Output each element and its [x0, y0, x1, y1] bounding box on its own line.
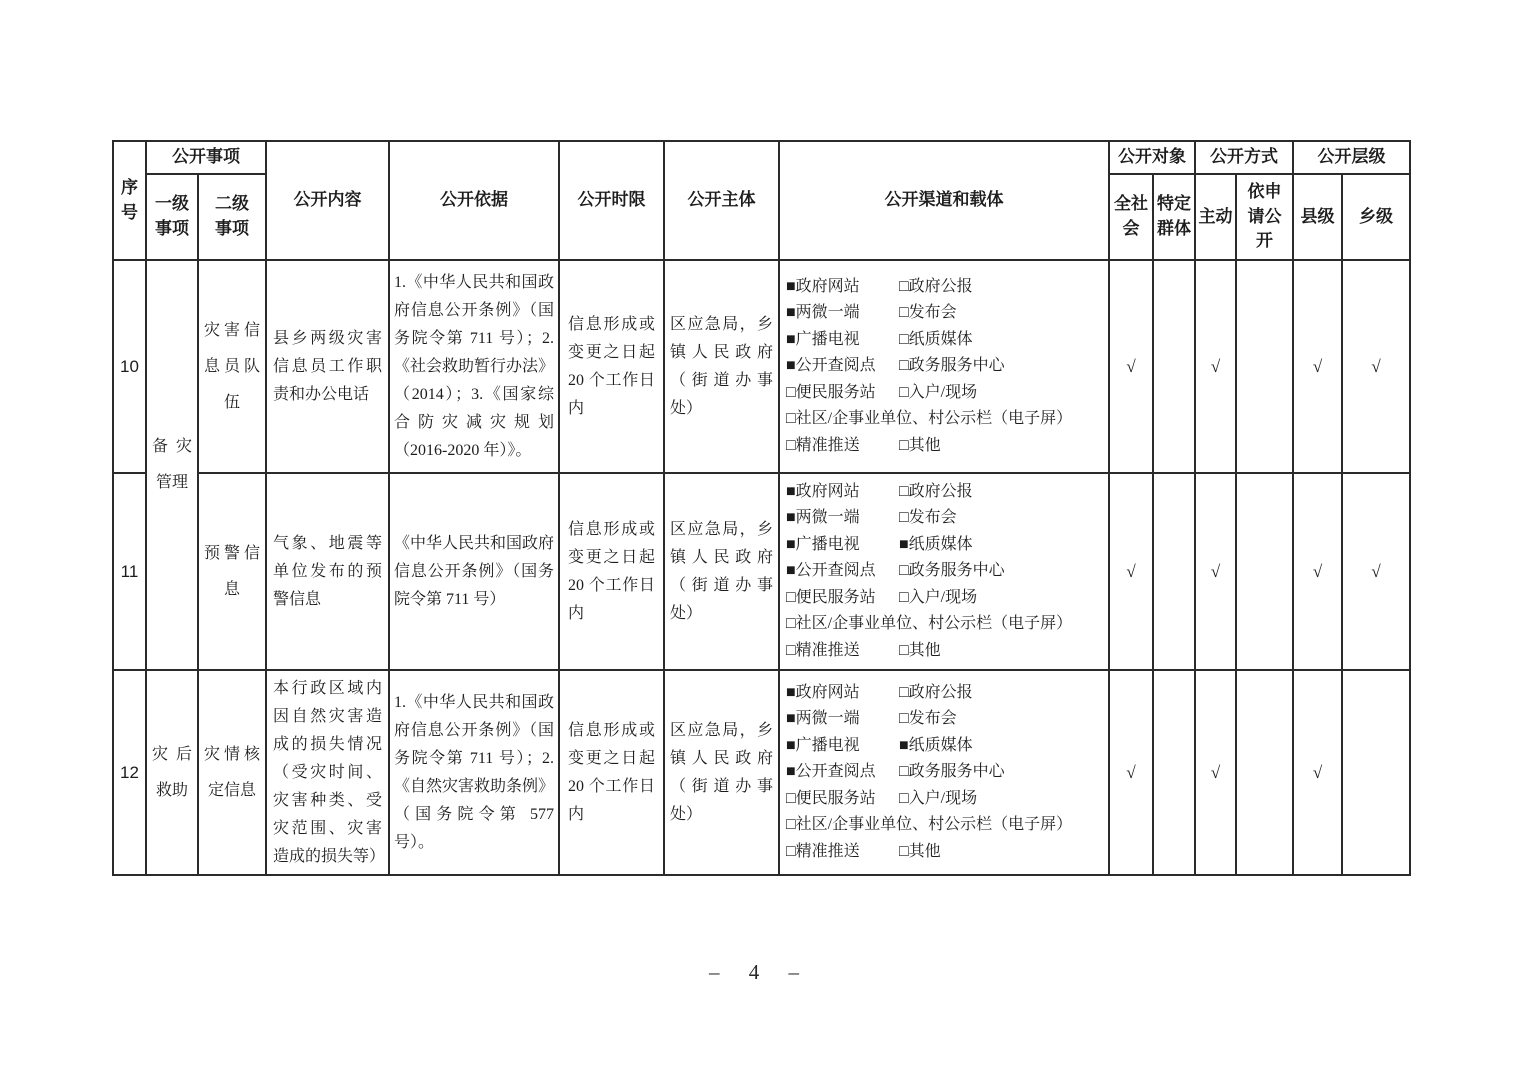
channel-line: [786, 505, 1104, 532]
row-10-level2-matter: 灾害信息员队伍: [198, 260, 266, 473]
row-11-channels: [779, 473, 1109, 670]
row-11-content: 气象、地震等单位发布的预警信息: [266, 473, 389, 670]
channel-option: ■广播电视: [786, 535, 860, 553]
header-seq: 序号: [113, 141, 146, 260]
row-10-subject: 区应急局，乡镇人民政府（街道办事处）: [664, 260, 779, 473]
row-11-check-audience-specific: [1153, 473, 1195, 670]
channel-option: □政府公报: [899, 277, 973, 295]
row-10-11-level1-matter: 备灾管理: [146, 260, 198, 670]
channel-option: ■广播电视: [786, 330, 860, 348]
header-subject: 公开主体: [664, 141, 779, 260]
header-method-group: 公开方式: [1195, 141, 1293, 174]
channel-line: [786, 733, 1104, 760]
row-12-check-audience-specific: [1153, 670, 1195, 875]
channel-option: [1072, 406, 1104, 433]
row-10-check-method-active: √: [1195, 260, 1236, 473]
channel-line: [786, 353, 1104, 380]
channel-option: □政府公报: [899, 482, 973, 500]
header-audience-all: 全社会: [1109, 174, 1153, 260]
channel-option: □精准推送: [786, 436, 860, 454]
header-time-limit: 公开时限: [559, 141, 664, 260]
channel-line: [786, 786, 1104, 813]
row-10-channels: [779, 260, 1109, 473]
channel-option: ■公开查阅点: [786, 763, 876, 781]
row-11-check-audience-all: √: [1109, 473, 1153, 670]
row-12-content: 本行政区域内因自然灾害造成的损失情况（受灾时间、灾害种类、受灾范围、灾害造成的损失等）: [266, 670, 389, 875]
header-matter-group: 公开事项: [146, 141, 266, 174]
channel-option: □发布会: [899, 509, 957, 527]
channel-line: [786, 380, 1104, 407]
row-11-check-method-active: √: [1195, 473, 1236, 670]
channel-line: [786, 558, 1104, 585]
channel-line: [786, 611, 1104, 638]
header-method-request: 依申请公开: [1236, 174, 1293, 260]
row-11-seq: 11: [113, 473, 146, 670]
channel-option: □其他: [899, 842, 941, 860]
row-12-check-level-county: √: [1293, 670, 1342, 875]
channel-option: □社区/企事业单位、村公示栏（电子屏）: [786, 410, 1073, 428]
header-basis: 公开依据: [389, 141, 559, 260]
header-matter-l1: 一级事项: [146, 174, 198, 260]
row-12-check-method-active: √: [1195, 670, 1236, 875]
channel-option: ■两微一端: [786, 304, 860, 322]
channel-option: □其他: [899, 436, 941, 454]
channel-line: [786, 680, 1104, 707]
channel-option: ■纸质媒体: [899, 736, 973, 754]
channel-line: [786, 812, 1104, 839]
channel-option: [1072, 611, 1104, 638]
channel-option: ■广播电视: [786, 736, 860, 754]
channel-option: □政务服务中心: [899, 357, 1005, 375]
row-12-check-level-township: [1342, 670, 1410, 875]
channel-line: [786, 759, 1104, 786]
channel-option: □入户/现场: [899, 588, 978, 606]
row-10-content: 县乡两级灾害信息员工作职责和办公电话: [266, 260, 389, 473]
header-audience-specific: 特定群体: [1153, 174, 1195, 260]
channel-option: ■两微一端: [786, 710, 860, 728]
channel-option: □其他: [899, 641, 941, 659]
channel-option: □纸质媒体: [899, 330, 973, 348]
header-level-township: 乡级: [1342, 174, 1410, 260]
channel-line: [786, 406, 1104, 433]
channel-option: ■政府网站: [786, 277, 860, 295]
row-10-check-level-township: √: [1342, 260, 1410, 473]
row-11-check-level-county: √: [1293, 473, 1342, 670]
channel-option: ■公开查阅点: [786, 357, 876, 375]
channel-option: □便民服务站: [786, 588, 876, 606]
channel-option: □入户/现场: [899, 789, 978, 807]
header-matter-l2: 二级事项: [198, 174, 266, 260]
channel-line: [786, 327, 1104, 354]
header-audience-group: 公开对象: [1109, 141, 1195, 174]
table-header: [113, 141, 1410, 260]
channel-option: □发布会: [899, 304, 957, 322]
channel-option: □社区/企事业单位、村公示栏（电子屏）: [786, 816, 1073, 834]
row-10-basis: 1.《中华人民共和国政府信息公开条例》（国务院令第 711 号）；2.《社会救助暂行办法》（2014）；3.《国家综合防灾减灾规划（2016-2020 年）》。: [389, 260, 559, 473]
channel-line: [786, 300, 1104, 327]
row-10-check-audience-specific: [1153, 260, 1195, 473]
channel-option: □便民服务站: [786, 789, 876, 807]
channel-option: □社区/企事业单位、村公示栏（电子屏）: [786, 615, 1073, 633]
row-10-check-method-request: [1236, 260, 1293, 473]
row-12-level2-matter: 灾情核定信息: [198, 670, 266, 875]
header-method-active: 主动: [1195, 174, 1236, 260]
channel-line: [786, 532, 1104, 559]
channel-option: [1072, 812, 1104, 839]
channel-line: [786, 839, 1104, 866]
row-12-subject: 区应急局，乡镇人民政府（街道办事处）: [664, 670, 779, 875]
channel-option: ■纸质媒体: [899, 535, 973, 553]
row-10-check-level-county: √: [1293, 260, 1342, 473]
row-12-seq: 12: [113, 670, 146, 875]
table-body: [113, 260, 1410, 875]
table-row-12: [113, 670, 1410, 875]
disclosure-table: [112, 140, 1411, 876]
channel-line: [786, 479, 1104, 506]
table-row-10: [113, 260, 1410, 473]
header-content: 公开内容: [266, 141, 389, 260]
row-11-check-level-township: √: [1342, 473, 1410, 670]
page-number: – 4 –: [709, 960, 811, 984]
channel-line: [786, 274, 1104, 301]
channel-option: ■两微一端: [786, 509, 860, 527]
channel-option: ■政府网站: [786, 482, 860, 500]
channel-line: [786, 585, 1104, 612]
channel-line: [786, 706, 1104, 733]
header-channels: 公开渠道和载体: [779, 141, 1109, 260]
channel-line: [786, 638, 1104, 665]
channel-option: □政府公报: [899, 683, 973, 701]
channel-option: ■政府网站: [786, 683, 860, 701]
channel-option: □入户/现场: [899, 383, 978, 401]
channel-option: □发布会: [899, 710, 957, 728]
header-level-county: 县级: [1293, 174, 1342, 260]
row-12-channels: [779, 670, 1109, 875]
channel-option: □精准推送: [786, 842, 860, 860]
channel-option: □政务服务中心: [899, 562, 1005, 580]
channel-option: □精准推送: [786, 641, 860, 659]
channel-option: □便民服务站: [786, 383, 876, 401]
channel-option: ■公开查阅点: [786, 562, 876, 580]
row-12-check-method-request: [1236, 670, 1293, 875]
row-12-check-audience-all: √: [1109, 670, 1153, 875]
row-11-basis: 《中华人民共和国政府信息公开条例》（国务院令第 711 号）: [389, 473, 559, 670]
row-11-level2-matter: 预警信息: [198, 473, 266, 670]
table-row-11: [113, 473, 1410, 670]
header-level-group: 公开层级: [1293, 141, 1410, 174]
row-11-time-limit: 信息形成或变更之日起 20 个工作日内: [559, 473, 664, 670]
row-12-basis: 1.《中华人民共和国政府信息公开条例》（国务院令第 711 号）；2.《自然灾害救助条例》（国务院令第 577 号）。: [389, 670, 559, 875]
row-10-seq: 10: [113, 260, 146, 473]
row-12-time-limit: 信息形成或变更之日起 20 个工作日内: [559, 670, 664, 875]
row-12-level1-matter: 灾后救助: [146, 670, 198, 875]
channel-line: [786, 433, 1104, 460]
row-10-time-limit: 信息形成或变更之日起 20 个工作日内: [559, 260, 664, 473]
channel-option: □政务服务中心: [899, 763, 1005, 781]
row-11-check-method-request: [1236, 473, 1293, 670]
row-11-subject: 区应急局，乡镇人民政府（街道办事处）: [664, 473, 779, 670]
row-10-check-audience-all: √: [1109, 260, 1153, 473]
